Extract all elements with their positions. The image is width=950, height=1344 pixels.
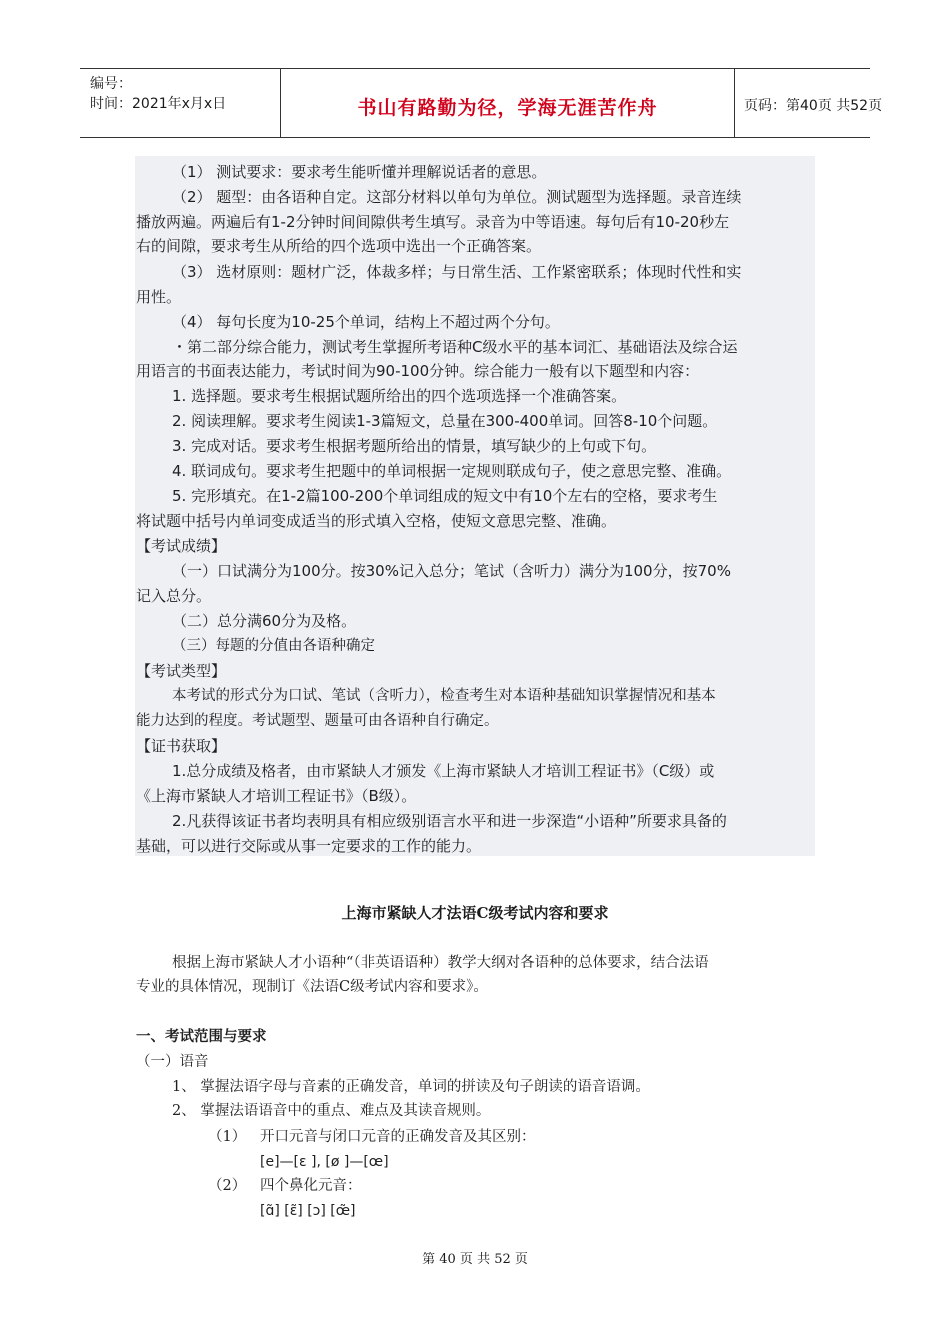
- shaded-section: [135, 156, 815, 856]
- header-right-cell: [734, 69, 883, 137]
- phonetics-item-2: 2、 掌握法语语音中的重点、难点及其读音规则。: [172, 1103, 491, 1119]
- document-date: 时间：2021年x月x日: [90, 96, 227, 112]
- page-footer: 第 40 页 共 52 页: [422, 1252, 528, 1267]
- header-center-cell: [280, 69, 735, 137]
- exam-type-line-2: 能力达到的程度。考试题型、题量可由各语种自行确定。: [136, 713, 499, 729]
- point-2-number: （2）: [208, 1178, 247, 1194]
- point-2-text: 四个鼻化元音：: [260, 1178, 362, 1194]
- score-one-line-2: 记入总分。: [136, 587, 212, 605]
- heading-exam-score: 【考试成绩】: [136, 537, 227, 555]
- heading-scope: 一、考试范围与要求: [136, 1028, 267, 1045]
- exam-type-line-1: 本考试的形式分为口试、笔试（含听力），检查考生对本语种基础知识掌握情况和基本: [172, 688, 716, 704]
- material-principle-line-1: （3） 选材原则：题材广泛，体裁多样；与日常生活、工作紧密联系；体现时代性和实: [172, 263, 742, 281]
- heading-certificate: 【证书获取】: [136, 737, 227, 755]
- page-header: [80, 68, 883, 138]
- section-title: 上海市紧缺人才法语C级考试内容和要求: [341, 904, 609, 922]
- listening-format-line-2: 播放两遍。两遍后有1-2分钟时间间隙供考生填写。录音为中等语速。每句后有10-20秒左: [136, 213, 730, 231]
- item-sentence: 4. 联词成句。要求考生把题中的单词根据一定规则联成句子，使之意思完整、准确。: [172, 462, 732, 480]
- heading-exam-type: 【考试类型】: [136, 662, 227, 680]
- part-two-intro-line-1: ・第二部分综合能力，测试考生掌握所考语种C级水平的基本词汇、基础语法及综合运: [172, 338, 738, 356]
- sentence-length: （4） 每句长度为10-25个单词，结构上不超过两个分句。: [172, 313, 560, 331]
- point-1-text: 开口元音与闭口元音的正确发音及其区别：: [260, 1129, 536, 1145]
- intro-line-2: 专业的具体情况，现制订《法语C级考试内容和要求》。: [136, 979, 488, 995]
- header-motto: 书山有路勤为径，学海无涯苦作舟: [357, 97, 658, 119]
- listening-requirement: （1） 测试要求：要求考生能听懂并理解说话者的意思。: [172, 163, 547, 181]
- intro-line-1: 根据上海市紧缺人才小语种“（非英语语种）教学大纲对各语种的总体要求，结合法语: [172, 955, 709, 971]
- score-two: （二）总分满60分为及格。: [172, 612, 357, 630]
- subheading-phonetics: （一）语音: [136, 1054, 209, 1070]
- point-1-number: （1）: [208, 1129, 247, 1145]
- phonetics-item-1: 1、 掌握法语字母与音素的正确发音，单词的拼读及句子朗读的语音语调。: [172, 1079, 650, 1095]
- item-dialogue: 3. 完成对话。要求考生根据考题所给出的情景，填写缺少的上句或下句。: [172, 437, 657, 455]
- header-left-cell: [80, 69, 280, 137]
- item-reading: 2. 阅读理解。要求考生阅读1-3篇短文，总量在300-400单词。回答8-10个问题。: [172, 412, 718, 430]
- certificate-two-line-2: 基础，可以进行交际或从事一定要求的工作的能力。: [136, 837, 482, 855]
- certificate-one-line-2: 《上海市紧缺人才培训工程证书》（B级）。: [136, 787, 417, 805]
- part-two-intro-line-2: 用语言的书面表达能力，考试时间为90-100分钟。综合能力一般有以下题型和内容：: [136, 362, 700, 380]
- document-number-label: 编号：: [90, 76, 132, 92]
- item-cloze-line-2: 将试题中括号内单词变成适当的形式填入空格，使短文意思完整、准确。: [136, 512, 617, 530]
- certificate-one-line-1: 1.总分成绩及格者，由市紧缺人才颁发《上海市紧缺人才培训工程证书》（C级）或: [172, 762, 715, 780]
- listening-format-line-3: 右的间隙，要求考生从所给的四个选项中选出一个正确答案。: [136, 237, 542, 255]
- item-cloze-line-1: 5. 完形填充。在1-2篇100-200个单词组成的短文中有10个左右的空格，要求考生: [172, 487, 718, 505]
- listening-format-line-1: （2） 题型：由各语种自定。这部分材料以单句为单位。测试题型为选择题。录音连续: [172, 188, 742, 206]
- header-page-number: 页码：第40页 共52页: [744, 98, 883, 114]
- score-one-line-1: （一）口试满分为100分。按30%记入总分；笔试（含听力）满分为100分，按70%: [172, 562, 731, 580]
- item-choice: 1. 选择题。要求考生根据试题所给出的四个选项选择一个准确答案。: [172, 387, 627, 405]
- point-1-ipa: [e]—[ɛ ], [ø ]—[œ]: [260, 1154, 389, 1170]
- score-three: （三）每题的分值由各语种确定: [172, 638, 375, 654]
- material-principle-line-2: 用性。: [136, 288, 182, 306]
- certificate-two-line-1: 2.凡获得该证书者均表明具有相应级别语言水平和进一步深造“小语种”所要求具备的: [172, 812, 727, 830]
- point-2-ipa: [ɑ̃] [ɛ̃] [ɔ] [œ̃]: [260, 1203, 356, 1219]
